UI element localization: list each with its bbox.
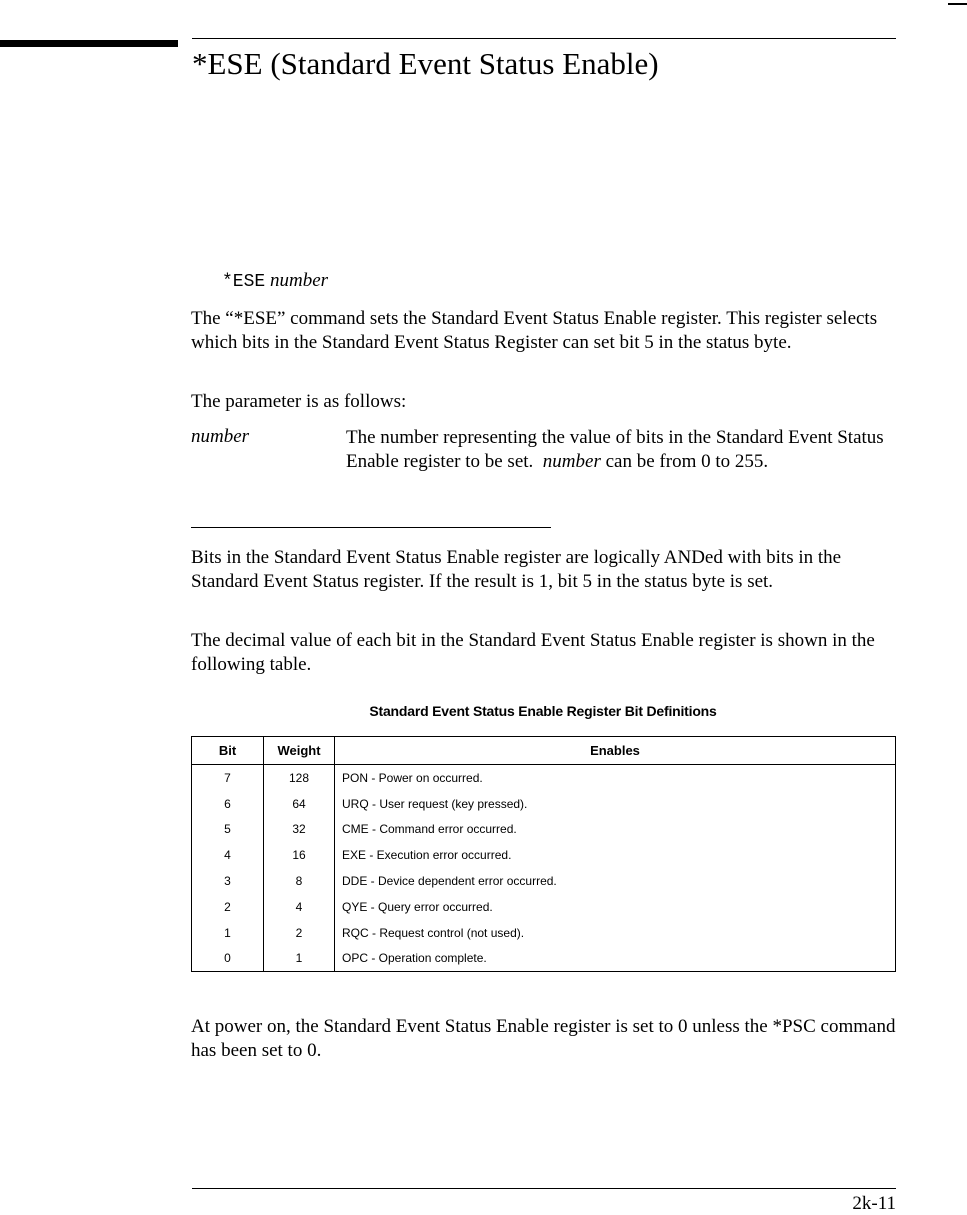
cell-enables: RQC - Request control (not used). bbox=[342, 925, 525, 940]
table-row bbox=[192, 894, 896, 920]
syntax-argument: number bbox=[269, 270, 329, 291]
cell-bit: 6 bbox=[192, 791, 264, 817]
cell-weight: 8 bbox=[264, 868, 335, 894]
bit-definitions-table bbox=[191, 736, 896, 972]
parameter-description bbox=[346, 426, 906, 474]
command-syntax bbox=[222, 270, 328, 292]
cell-weight: 64 bbox=[264, 791, 335, 817]
cell-bit: 4 bbox=[192, 842, 264, 868]
table-row bbox=[192, 817, 896, 843]
power-on-paragraph: At power on, the Standard Event Status Enable register is set to 0 unless the *PSC command has been set to 0. bbox=[191, 1016, 896, 1061]
table-header-row bbox=[192, 737, 896, 765]
cell-enables: CME - Command error occurred. bbox=[342, 822, 517, 837]
cell-enables: DDE - Device dependent error occurred. bbox=[342, 874, 557, 889]
header-rule bbox=[192, 38, 896, 39]
parameter-name: number bbox=[191, 426, 250, 447]
table-row bbox=[192, 868, 896, 894]
syntax-command: *ESE bbox=[222, 272, 266, 292]
cell-weight: 1 bbox=[264, 946, 335, 972]
table-row bbox=[192, 765, 896, 791]
header-enables: Enables bbox=[335, 737, 896, 765]
parameter-desc-italic: number bbox=[542, 451, 601, 472]
cell-weight: 16 bbox=[264, 842, 335, 868]
table-row bbox=[192, 791, 896, 817]
page-title: *ESE (Standard Event Status Enable) bbox=[192, 46, 659, 81]
cell-enables: EXE - Execution error occurred. bbox=[342, 848, 512, 863]
header-bit: Bit bbox=[192, 737, 264, 765]
cell-weight: 4 bbox=[264, 894, 335, 920]
cell-enables: QYE - Query error occurred. bbox=[342, 899, 493, 914]
cell-bit: 3 bbox=[192, 868, 264, 894]
section-divider bbox=[191, 527, 551, 528]
cell-bit: 2 bbox=[192, 894, 264, 920]
parameter-desc-range: can be from 0 to 255. bbox=[605, 451, 769, 472]
page-number: 2k-11 bbox=[852, 1193, 896, 1214]
table-row bbox=[192, 946, 896, 972]
cell-enables: URQ - User request (key pressed). bbox=[342, 796, 528, 811]
cell-bit: 1 bbox=[192, 920, 264, 946]
cell-weight: 2 bbox=[264, 920, 335, 946]
section-marker-bar bbox=[0, 40, 178, 47]
cell-bit: 0 bbox=[192, 946, 264, 972]
header-weight: Weight bbox=[264, 737, 335, 765]
cell-enables: PON - Power on occurred. bbox=[342, 770, 483, 785]
table-title: Standard Event Status Enable Register Bit Definitions bbox=[369, 703, 717, 719]
corner-mark bbox=[948, 3, 967, 5]
table-row bbox=[192, 920, 896, 946]
cell-bit: 7 bbox=[192, 765, 264, 791]
cell-bit: 5 bbox=[192, 817, 264, 843]
parameter-intro: The parameter is as follows: bbox=[191, 391, 407, 412]
description-paragraph: The “*ESE” command sets the Standard Event Status Enable register. This register selects which bits in the Standard Event Status Register can set bit 5 in the status byte. bbox=[191, 308, 878, 353]
footer-rule bbox=[192, 1188, 896, 1189]
remarks-paragraph: Bits in the Standard Event Status Enable register are logically ANDed with bits in the Standard Event Status register. If the result is 1, bit 5 in the status byte is set. bbox=[191, 547, 842, 592]
parameter-desc-text: The number representing the value of bits in the Standard Event Status Enable register to be set. bbox=[346, 427, 884, 472]
table-row bbox=[192, 842, 896, 868]
table-intro-paragraph: The decimal value of each bit in the Standard Event Status Enable register is shown in the following table. bbox=[191, 630, 875, 675]
cell-weight: 32 bbox=[264, 817, 335, 843]
cell-enables: OPC - Operation complete. bbox=[342, 951, 487, 966]
cell-weight: 128 bbox=[264, 765, 335, 791]
